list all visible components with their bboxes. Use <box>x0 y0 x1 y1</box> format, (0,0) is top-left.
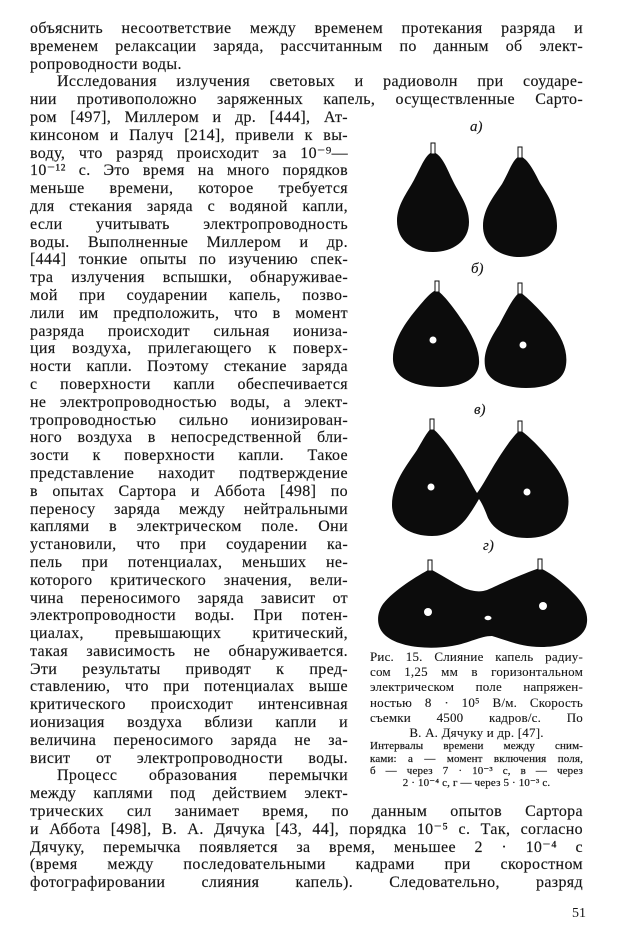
text-line: электропроводности воды. При потен- <box>30 607 348 625</box>
text-line: между каплями под действием элект- <box>30 785 348 803</box>
figure-panel-b <box>393 281 566 388</box>
bridged-drops <box>392 428 568 538</box>
text-line: меньше времени, которое требуется <box>30 180 348 198</box>
highlight-spot <box>424 608 432 616</box>
text-line: и Аббота [498], В. А. Дячука [43, 44], порядка 10⁻⁵ с. Так, согласно <box>30 820 583 838</box>
needle-marker <box>518 421 522 432</box>
highlight-spot <box>430 337 437 344</box>
figure-panel-label-a: а) <box>470 119 483 135</box>
figure-panel-label-b: б) <box>471 261 484 277</box>
figure-caption <box>370 649 583 789</box>
text-line: в опытах Сартора и Аббота [498] по <box>30 482 348 500</box>
page-number: 51 <box>572 906 586 921</box>
text-line: ного воздуха в непосредственной бли- <box>30 429 348 447</box>
highlight-spot <box>520 342 527 349</box>
figure-caption-line: ностью 8 · 10⁵ В/м. Скорость <box>370 694 583 710</box>
text-line: нии противоположно заряженных капель, осуществленные Сарто- <box>30 91 583 109</box>
text-line: которого критического значения, вели- <box>30 571 348 589</box>
text-line: чина переносимого заряда зависит от <box>30 589 348 607</box>
text-line: мой при соударении капель, позво- <box>30 286 348 304</box>
figure-panel-a <box>397 143 557 257</box>
text-line: воды. Выполненные Миллером и др. <box>30 233 348 251</box>
figure-caption-note-line: 2 · 10⁻⁴ с, г — через 5 · 10⁻³ с. <box>402 777 551 790</box>
figure-caption-note-line: б — через 7 · 10⁻³ с, в — через <box>370 764 583 777</box>
text-line: (время между последовательными кадрами при скоростном <box>30 856 583 874</box>
text-line: ция воздуха, прилегающего к поверх- <box>30 340 348 358</box>
text-line: переносу заряда между нейтральными <box>30 500 348 518</box>
figure-caption-line: электрическом поле напряжен- <box>370 679 583 695</box>
text-line: тра излучения вспышки, обнаруживае- <box>30 269 348 287</box>
text-line: критического происходит интенсивная <box>30 696 348 714</box>
text-line: ром [497], Миллером и др. [444], Ат- <box>30 108 348 126</box>
needle-marker <box>538 559 542 570</box>
drop-left <box>397 152 469 252</box>
text-line: [444] тонкие опыты по изучению спек- <box>30 251 348 269</box>
highlight-spot <box>524 489 531 496</box>
text-line: установили, что при соударении ка- <box>30 536 348 554</box>
figure-panel-c <box>392 419 568 538</box>
text-line: для стекания заряда с водяной капли, <box>30 197 348 215</box>
figure-panel-d <box>378 559 587 648</box>
drop-coalescence-figure <box>360 130 600 655</box>
highlight-spot <box>485 616 492 620</box>
text-line: лили им предположить, что в момент <box>30 304 348 322</box>
figure-panel-label-d: г) <box>483 538 494 554</box>
needle-marker <box>435 281 439 292</box>
text-line: ропроводности воды. <box>30 55 182 73</box>
text-line: временем релаксации заряда, рассчитанным по данным об элект- <box>30 37 583 55</box>
text-line: кинсоном и Палуч [214], привели к вы- <box>30 126 348 144</box>
paragraph-first-line: Исследования излучения световых и радиоволн при соударе- <box>57 73 583 91</box>
figure-caption-source: В. А. Дячуку и др. [47]. <box>409 725 544 741</box>
figure-caption-line: съемки 4500 кадров/с. По <box>370 709 583 725</box>
text-line: Эти результаты приводят к пред- <box>30 660 348 678</box>
text-line: разряда происходит сильная иониза- <box>30 322 348 340</box>
text-line: ставлению, что при потенциалах выше <box>30 678 348 696</box>
text-line: каплями в электрическом поле. Они <box>30 518 348 536</box>
figure-caption-note-line: ками: а — момент включения поля, <box>370 752 583 765</box>
paragraph-first-line: Процесс образования перемычки <box>57 767 348 785</box>
figure-panel-label-c: в) <box>474 402 486 418</box>
text-line: ионизация воздуха вблизи капли и <box>30 714 348 732</box>
text-line: такая зависимость не обнаруживается. <box>30 642 348 660</box>
text-line: Дячуку, перемычка появляется за время, меньшее 2 · 10⁻⁴ с <box>30 838 583 856</box>
text-line: пель при потенциалах, меньших не- <box>30 553 348 571</box>
text-line: ности капли. Поэтому стекание заряда <box>30 358 348 376</box>
figure-caption-line: Рис. 15. Слияние капель радиу- <box>370 649 583 664</box>
needle-marker <box>518 147 522 158</box>
text-line: 10⁻¹² с. Это время на много порядков <box>30 162 348 180</box>
text-line: если учитывать электропроводность <box>30 215 348 233</box>
highlight-spot <box>428 484 435 491</box>
drop-right <box>483 156 557 257</box>
text-line: висит от электропроводности воды. <box>30 749 348 767</box>
text-line: не электропроводностью воды, а элект- <box>30 393 348 411</box>
text-line: объяснить несоответствие между временем протекания разряда и <box>30 20 583 37</box>
text-line: тропроводностью сильно ионизирован- <box>30 411 348 429</box>
text-line: с поверхности капли обеспечивается <box>30 375 348 393</box>
text-line: воду, что разряд происходит за 10⁻⁹— <box>30 144 348 162</box>
text-line: трических сил занимает время, по данным опытов Сартора <box>30 803 583 821</box>
merged-drop <box>378 568 587 648</box>
needle-marker <box>428 560 432 571</box>
text-line: представление находит подтверждение <box>30 464 348 482</box>
highlight-spot <box>539 602 547 610</box>
text-line: зости к поверхности капли. Такое <box>30 447 348 465</box>
figure-caption-line: сом 1,25 мм в горизонтальном <box>370 664 583 680</box>
needle-marker <box>430 419 434 430</box>
needle-marker <box>431 143 435 154</box>
needle-marker <box>518 283 522 294</box>
text-line: величина переносимого заряда не за- <box>30 731 348 749</box>
text-line: фотографировании слияния капель). Следовательно, разряд <box>30 874 583 892</box>
drop-right <box>485 292 567 388</box>
figure-caption-note-line: Интервалы времени между сним- <box>370 740 583 753</box>
text-line: циалах, превышающих критический, <box>30 625 348 643</box>
